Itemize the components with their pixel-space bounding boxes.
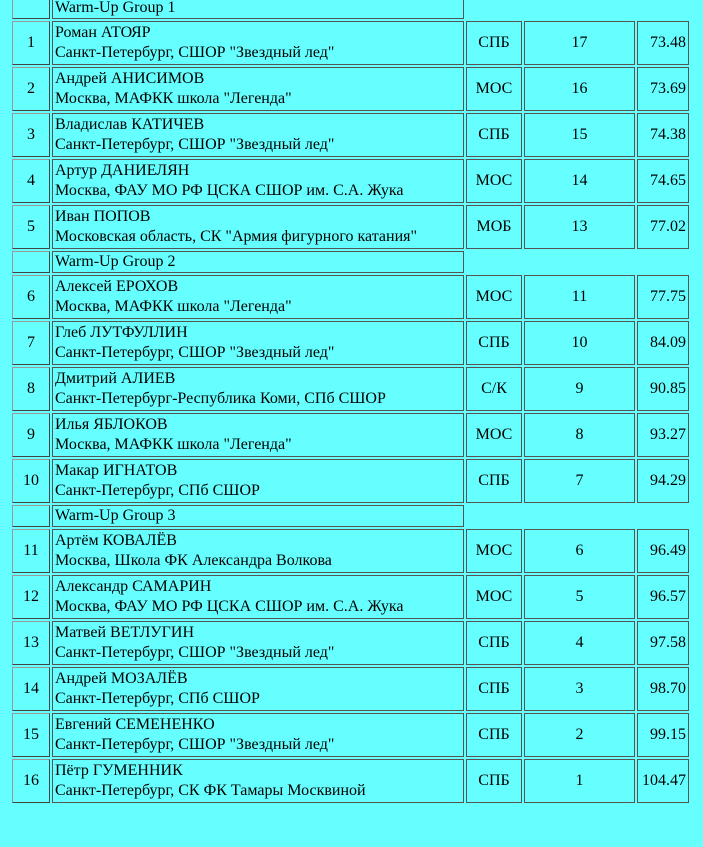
place-cell: 13 <box>12 621 50 665</box>
table-row <box>12 759 689 803</box>
region-cell: СПБ <box>466 21 522 65</box>
skater-club: Санкт-Петербург, СШОР "Звездный лед" <box>55 136 335 153</box>
place-cell: 6 <box>12 275 50 319</box>
skater-name: Андрей АНИСИМОВ <box>55 70 205 87</box>
skater-cell <box>52 67 464 111</box>
warmup-group-row <box>12 0 689 19</box>
start-number-cell: 8 <box>524 413 635 457</box>
skater-name: Дмитрий АЛИЕВ <box>55 370 176 387</box>
skater-cell <box>52 713 464 757</box>
score-cell: 73.69 <box>637 67 689 111</box>
start-number-cell: 4 <box>524 621 635 665</box>
skater-cell <box>52 205 464 249</box>
skater-name: Глеб ЛУТФУЛЛИН <box>55 324 188 341</box>
region-cell: МОС <box>466 159 522 203</box>
region-cell: СПБ <box>466 321 522 365</box>
place-cell: 14 <box>12 667 50 711</box>
skater-club: Санкт-Петербург-Республика Коми, СПб СШОР <box>55 390 386 407</box>
start-number-cell: 11 <box>524 275 635 319</box>
group-row-gap <box>466 251 689 273</box>
skater-cell <box>52 667 464 711</box>
region-cell: СПБ <box>466 667 522 711</box>
region-cell: МОС <box>466 413 522 457</box>
score-cell: 93.27 <box>637 413 689 457</box>
skater-cell <box>52 529 464 573</box>
skater-name: Владислав КАТИЧЕВ <box>55 116 205 133</box>
table-row <box>12 713 689 757</box>
skater-cell <box>52 413 464 457</box>
skater-club: Санкт-Петербург, СК ФК Тамары Москвиной <box>55 782 366 799</box>
results-table-body <box>12 0 689 803</box>
place-cell: 4 <box>12 159 50 203</box>
score-cell: 99.15 <box>637 713 689 757</box>
warmup-group-label: Warm-Up Group 1 <box>52 0 464 19</box>
table-row <box>12 575 689 619</box>
table-row <box>12 67 689 111</box>
skater-cell <box>52 367 464 411</box>
warmup-group-label: Warm-Up Group 3 <box>52 505 464 527</box>
skater-name: Алексей ЕРОХОВ <box>55 278 179 295</box>
score-cell: 96.57 <box>637 575 689 619</box>
skater-cell <box>52 321 464 365</box>
start-number-cell: 6 <box>524 529 635 573</box>
region-cell: МОС <box>466 275 522 319</box>
start-number-cell: 1 <box>524 759 635 803</box>
table-row <box>12 413 689 457</box>
place-cell: 16 <box>12 759 50 803</box>
region-cell: СПБ <box>466 113 522 157</box>
place-cell: 15 <box>12 713 50 757</box>
skater-cell <box>52 113 464 157</box>
start-number-cell: 16 <box>524 67 635 111</box>
skater-club: Санкт-Петербург, СПб СШОР <box>55 690 260 707</box>
skater-cell <box>52 575 464 619</box>
table-row <box>12 529 689 573</box>
group-spacer-cell <box>12 0 50 19</box>
skater-club: Московская область, СК "Армия фигурного катания" <box>55 228 418 245</box>
start-number-cell: 14 <box>524 159 635 203</box>
place-cell: 10 <box>12 459 50 503</box>
start-number-cell: 5 <box>524 575 635 619</box>
region-cell: СПБ <box>466 621 522 665</box>
place-cell: 9 <box>12 413 50 457</box>
place-cell: 2 <box>12 67 50 111</box>
skater-cell <box>52 759 464 803</box>
skater-name: Матвей ВЕТЛУГИН <box>55 624 194 641</box>
region-cell: С/К <box>466 367 522 411</box>
score-cell: 94.29 <box>637 459 689 503</box>
place-cell: 11 <box>12 529 50 573</box>
table-row <box>12 113 689 157</box>
table-row <box>12 275 689 319</box>
place-cell: 5 <box>12 205 50 249</box>
score-cell: 98.70 <box>637 667 689 711</box>
skater-name: Андрей МОЗАЛЁВ <box>55 670 188 687</box>
skater-club: Москва, МАФКК школа "Легенда" <box>55 298 292 315</box>
warmup-group-row <box>12 505 689 527</box>
region-cell: МОС <box>466 529 522 573</box>
skater-cell <box>52 21 464 65</box>
skater-club: Санкт-Петербург, СПб СШОР <box>55 482 260 499</box>
skater-name: Роман АТОЯР <box>55 24 151 41</box>
skater-club: Москва, ФАУ МО РФ ЦСКА СШОР им. С.А. Жука <box>55 598 404 615</box>
region-cell: МОБ <box>466 205 522 249</box>
table-row <box>12 159 689 203</box>
skater-name: Иван ПОПОВ <box>55 208 151 225</box>
place-cell: 1 <box>12 21 50 65</box>
start-number-cell: 10 <box>524 321 635 365</box>
skater-club: Москва, Школа ФК Александра Волкова <box>55 552 332 569</box>
skater-name: Артур ДАНИЕЛЯН <box>55 162 190 179</box>
score-cell: 84.09 <box>637 321 689 365</box>
table-row <box>12 667 689 711</box>
start-number-cell: 9 <box>524 367 635 411</box>
results-table-container <box>10 0 691 805</box>
score-cell: 90.85 <box>637 367 689 411</box>
group-row-gap <box>466 0 689 19</box>
skater-club: Санкт-Петербург, СШОР "Звездный лед" <box>55 344 335 361</box>
warmup-group-row <box>12 251 689 273</box>
place-cell: 7 <box>12 321 50 365</box>
skater-cell <box>52 459 464 503</box>
table-row <box>12 205 689 249</box>
group-spacer-cell <box>12 251 50 273</box>
score-cell: 77.02 <box>637 205 689 249</box>
skater-name: Александр САМАРИН <box>55 578 212 595</box>
group-row-gap <box>466 505 689 527</box>
skater-club: Санкт-Петербург, СШОР "Звездный лед" <box>55 644 335 661</box>
score-cell: 77.75 <box>637 275 689 319</box>
skater-club: Москва, МАФКК школа "Легенда" <box>55 436 292 453</box>
table-row <box>12 621 689 665</box>
skater-club: Москва, ФАУ МО РФ ЦСКА СШОР им. С.А. Жука <box>55 182 404 199</box>
region-cell: МОС <box>466 67 522 111</box>
start-number-cell: 3 <box>524 667 635 711</box>
start-number-cell: 17 <box>524 21 635 65</box>
table-row <box>12 459 689 503</box>
skater-club: Санкт-Петербург, СШОР "Звездный лед" <box>55 44 335 61</box>
skater-cell <box>52 275 464 319</box>
start-number-cell: 2 <box>524 713 635 757</box>
start-number-cell: 13 <box>524 205 635 249</box>
start-number-cell: 15 <box>524 113 635 157</box>
skater-name: Пётр ГУМЕННИК <box>55 762 183 779</box>
skater-club: Санкт-Петербург, СШОР "Звездный лед" <box>55 736 335 753</box>
region-cell: СПБ <box>466 759 522 803</box>
score-cell: 96.49 <box>637 529 689 573</box>
table-row <box>12 21 689 65</box>
region-cell: СПБ <box>466 713 522 757</box>
place-cell: 8 <box>12 367 50 411</box>
warmup-group-label: Warm-Up Group 2 <box>52 251 464 273</box>
place-cell: 3 <box>12 113 50 157</box>
region-cell: СПБ <box>466 459 522 503</box>
region-cell: МОС <box>466 575 522 619</box>
skater-cell <box>52 159 464 203</box>
score-cell: 74.38 <box>637 113 689 157</box>
skater-name: Илья ЯБЛОКОВ <box>55 416 168 433</box>
score-cell: 104.47 <box>637 759 689 803</box>
start-number-cell: 7 <box>524 459 635 503</box>
results-table <box>10 0 691 805</box>
score-cell: 97.58 <box>637 621 689 665</box>
score-cell: 74.65 <box>637 159 689 203</box>
skater-name: Артём КОВАЛЁВ <box>55 532 177 549</box>
table-row <box>12 367 689 411</box>
place-cell: 12 <box>12 575 50 619</box>
skater-name: Макар ИГНАТОВ <box>55 462 178 479</box>
skater-club: Москва, МАФКК школа "Легенда" <box>55 90 292 107</box>
skater-cell <box>52 621 464 665</box>
score-cell: 73.48 <box>637 21 689 65</box>
group-spacer-cell <box>12 505 50 527</box>
table-row <box>12 321 689 365</box>
skater-name: Евгений СЕМЕНЕНКО <box>55 716 215 733</box>
